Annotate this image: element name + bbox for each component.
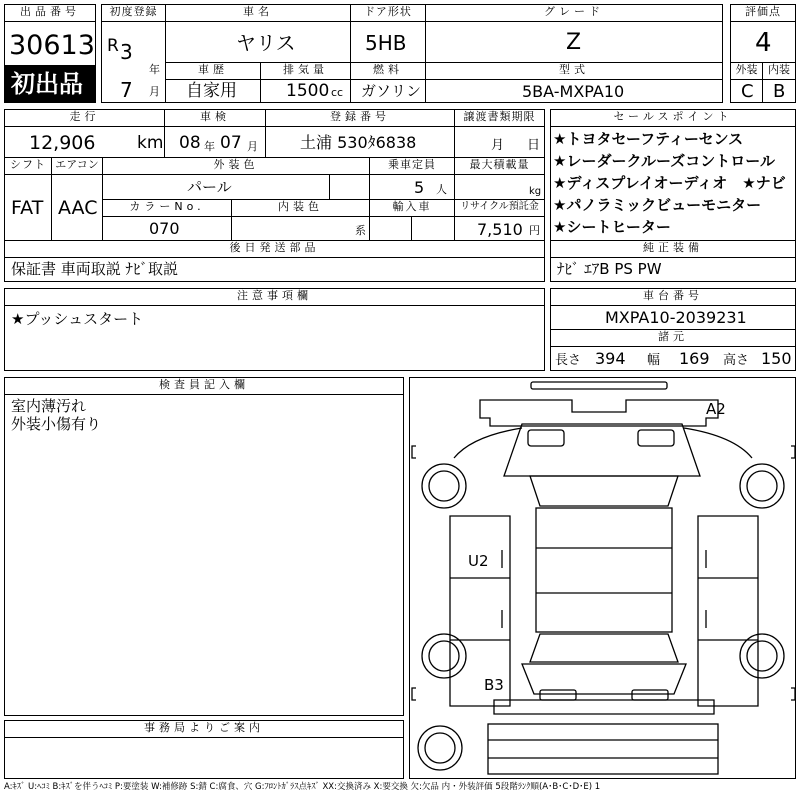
model-code: 5BA-MXPA10 bbox=[522, 82, 625, 101]
reg-number-label: 登録番号 bbox=[265, 109, 455, 127]
notes: ★プッシュスタート bbox=[11, 310, 144, 328]
displacement: 1500 bbox=[286, 81, 330, 101]
fuel: ガソリン bbox=[361, 82, 422, 100]
sales-points-label: セールスポイント bbox=[550, 109, 796, 127]
score-label: 評価点 bbox=[730, 4, 796, 22]
spec-label: 諸元 bbox=[550, 329, 796, 347]
height-label: 高さ bbox=[723, 353, 750, 368]
first-listing-badge bbox=[4, 65, 96, 103]
reg-month: 7 bbox=[120, 78, 133, 102]
ac: AAC bbox=[58, 197, 98, 219]
exterior-label: 外装 bbox=[730, 62, 763, 80]
interior-label: 内装 bbox=[762, 62, 796, 80]
recycle-deposit: 7,510 bbox=[477, 220, 523, 239]
first-listing-label: 初出品 bbox=[11, 70, 83, 98]
reg-number: 土浦 530ﾀ6838 bbox=[300, 133, 417, 152]
taillight-right bbox=[632, 690, 668, 700]
transfer-cell bbox=[454, 126, 545, 158]
reg-year: 3 bbox=[120, 40, 133, 64]
later-parts: 保証書 車両取説 ﾅﾋﾞ取説 bbox=[11, 260, 179, 278]
right-side bbox=[698, 516, 758, 706]
interior-cell bbox=[762, 79, 796, 103]
later-parts-cell bbox=[4, 257, 545, 282]
chassis-cell bbox=[550, 305, 796, 330]
roof-bar bbox=[531, 382, 667, 389]
car-name: ヤリス bbox=[236, 31, 296, 55]
int-color-label: 内装色 bbox=[231, 199, 370, 217]
damage-mark-b3: B3 bbox=[484, 676, 504, 694]
lot-number-cell bbox=[4, 21, 96, 66]
length: 394 bbox=[595, 349, 626, 368]
car-name-label: 車名 bbox=[165, 4, 351, 22]
damage-mark-u2: U2 bbox=[468, 552, 489, 570]
width-label: 幅 bbox=[647, 353, 661, 368]
capacity-label: 乗車定員 bbox=[369, 157, 455, 175]
hood bbox=[504, 424, 700, 476]
color-no-label: カラーNo. bbox=[102, 199, 232, 217]
front-bumper bbox=[480, 400, 718, 426]
first-reg-cell bbox=[101, 21, 166, 103]
max-load-cell bbox=[454, 174, 545, 200]
office-cell bbox=[4, 737, 404, 779]
car-name-cell bbox=[165, 21, 351, 63]
damage-mark-a2: A2 bbox=[706, 400, 726, 418]
grade-cell bbox=[425, 21, 723, 63]
import-label: 輸入車 bbox=[369, 199, 455, 217]
grade: Z bbox=[566, 30, 582, 55]
sales-point: ★トヨタセーフティーセンス bbox=[553, 130, 744, 148]
interior-grade: B bbox=[773, 81, 786, 102]
legend: A:ｷｽﾞ U:ﾍｺﾐ B:ｷｽﾞを伴うﾍｺﾐ P:要塗装 W:補修跡 S:錆 C:腐食、穴 G:ﾌﾛﾝﾄｶﾞﾗｽ点ｷｽﾞ XX:交換済み X:要交換 欠:欠品 内・外装評価 5段階ﾗﾝｸ順(A･B･C･D･E) 1 bbox=[4, 782, 601, 792]
recycle-cell bbox=[454, 216, 545, 241]
notes-cell bbox=[4, 305, 545, 371]
door-type: 5HB bbox=[365, 31, 407, 55]
body-outline bbox=[454, 428, 752, 458]
mileage-label: 走行 bbox=[4, 109, 165, 127]
import-cell-2 bbox=[411, 216, 455, 241]
sales-point: ★パノラミックビューモニター bbox=[553, 196, 762, 214]
displacement-unit: cc bbox=[331, 86, 344, 99]
height: 150 bbox=[761, 349, 792, 368]
model-label: 型式 bbox=[425, 62, 723, 80]
inspection-label: 車検 bbox=[164, 109, 266, 127]
color-cell bbox=[102, 174, 330, 200]
headlight-left bbox=[528, 430, 564, 446]
damage-diagram bbox=[409, 377, 796, 779]
lot-number: 30613 bbox=[9, 30, 95, 61]
ac-label: エアコン bbox=[51, 157, 103, 175]
inspection-month-unit: 月 bbox=[247, 140, 258, 153]
fuel-label: 燃料 bbox=[350, 62, 426, 80]
grade-label: グレード bbox=[425, 4, 723, 22]
reg-number-cell bbox=[265, 126, 455, 158]
later-parts-label: 後日発送部品 bbox=[4, 240, 545, 258]
shift: FAT bbox=[11, 197, 44, 219]
width: 169 bbox=[679, 349, 710, 368]
inspection-month: 07 bbox=[220, 133, 242, 153]
mileage-cell bbox=[4, 126, 165, 158]
month-unit: 月 bbox=[149, 85, 160, 98]
color-no-cell bbox=[102, 216, 232, 241]
recycle-label: リサイクル預託金 bbox=[454, 199, 545, 217]
year-unit: 年 bbox=[149, 63, 160, 76]
inspector-cell bbox=[4, 394, 404, 716]
score: 4 bbox=[755, 28, 772, 58]
model-cell bbox=[425, 79, 723, 103]
history: 自家用 bbox=[186, 81, 237, 101]
ac-cell bbox=[51, 174, 103, 241]
notes-label: 注意事項欄 bbox=[4, 288, 545, 306]
int-color-unit: 系 bbox=[355, 224, 366, 237]
length-label: 長さ bbox=[555, 353, 582, 368]
transfer-day-unit: 日 bbox=[527, 138, 541, 153]
recycle-unit: 円 bbox=[529, 224, 540, 237]
windshield bbox=[530, 476, 678, 506]
color-extra-cell bbox=[329, 174, 370, 200]
inspection-year: 08 bbox=[179, 133, 201, 153]
rear-bumper bbox=[494, 700, 714, 714]
shift-cell bbox=[4, 174, 52, 241]
chassis-number: MXPA10-2039231 bbox=[605, 308, 747, 327]
genuine-equipment-cell bbox=[550, 257, 796, 282]
roof bbox=[536, 508, 672, 632]
color: パール bbox=[187, 178, 232, 196]
exterior-grade: C bbox=[741, 81, 754, 102]
sales-points-cell bbox=[550, 126, 796, 241]
chassis-label: 車台番号 bbox=[550, 288, 796, 306]
history-cell bbox=[165, 79, 261, 103]
score-cell bbox=[730, 21, 796, 63]
floor-box bbox=[488, 724, 718, 774]
history-label: 車歴 bbox=[165, 62, 261, 80]
max-load-label: 最大積載量 bbox=[454, 157, 545, 175]
first-reg-label: 初度登録 bbox=[101, 4, 166, 22]
era: R bbox=[107, 36, 119, 56]
inspector-label: 検査員記入欄 bbox=[4, 377, 404, 395]
displacement-label: 排気量 bbox=[260, 62, 351, 80]
shift-label: シフト bbox=[4, 157, 52, 175]
inspector-line: 外装小傷有り bbox=[11, 415, 102, 433]
lot-number-label: 出品番号 bbox=[4, 4, 96, 22]
headlight-right bbox=[638, 430, 674, 446]
capacity-cell bbox=[369, 174, 455, 200]
capacity-unit: 人 bbox=[436, 183, 447, 196]
genuine-equipment: ﾅﾋﾞ ｴｱB PS PW bbox=[557, 260, 662, 278]
capacity: 5 bbox=[414, 178, 425, 197]
import-cell bbox=[369, 216, 412, 241]
max-load-unit: kg bbox=[529, 186, 542, 197]
displacement-cell bbox=[260, 79, 351, 103]
exterior-cell bbox=[730, 79, 763, 103]
int-color-cell bbox=[231, 216, 370, 241]
mileage: 12,906 bbox=[29, 132, 96, 154]
office-label: 事務局よりご案内 bbox=[4, 720, 404, 738]
door-label: ドア形状 bbox=[350, 4, 426, 22]
rear-window bbox=[530, 634, 678, 662]
transfer-month-unit: 月 bbox=[491, 138, 505, 153]
color-no: 070 bbox=[149, 219, 180, 238]
inspector-line: 室内薄汚れ bbox=[11, 397, 87, 415]
taillight-left bbox=[540, 690, 576, 700]
mileage-unit: km bbox=[137, 133, 164, 153]
inspection-cell bbox=[164, 126, 266, 158]
inspection-year-unit: 年 bbox=[204, 140, 215, 153]
sales-point: ★シートヒーター bbox=[553, 218, 671, 236]
spec-cell bbox=[550, 346, 796, 371]
sales-point: ★ディスプレイオーディオ ★ナビ bbox=[553, 174, 786, 192]
sales-point: ★レーダークルーズコントロール bbox=[553, 152, 775, 170]
door-cell bbox=[350, 21, 426, 63]
fuel-cell bbox=[350, 79, 426, 103]
transfer-label: 譲渡書類期限 bbox=[454, 109, 545, 127]
genuine-equipment-label: 純正装備 bbox=[550, 240, 796, 258]
color-label: 外装色 bbox=[102, 157, 370, 175]
